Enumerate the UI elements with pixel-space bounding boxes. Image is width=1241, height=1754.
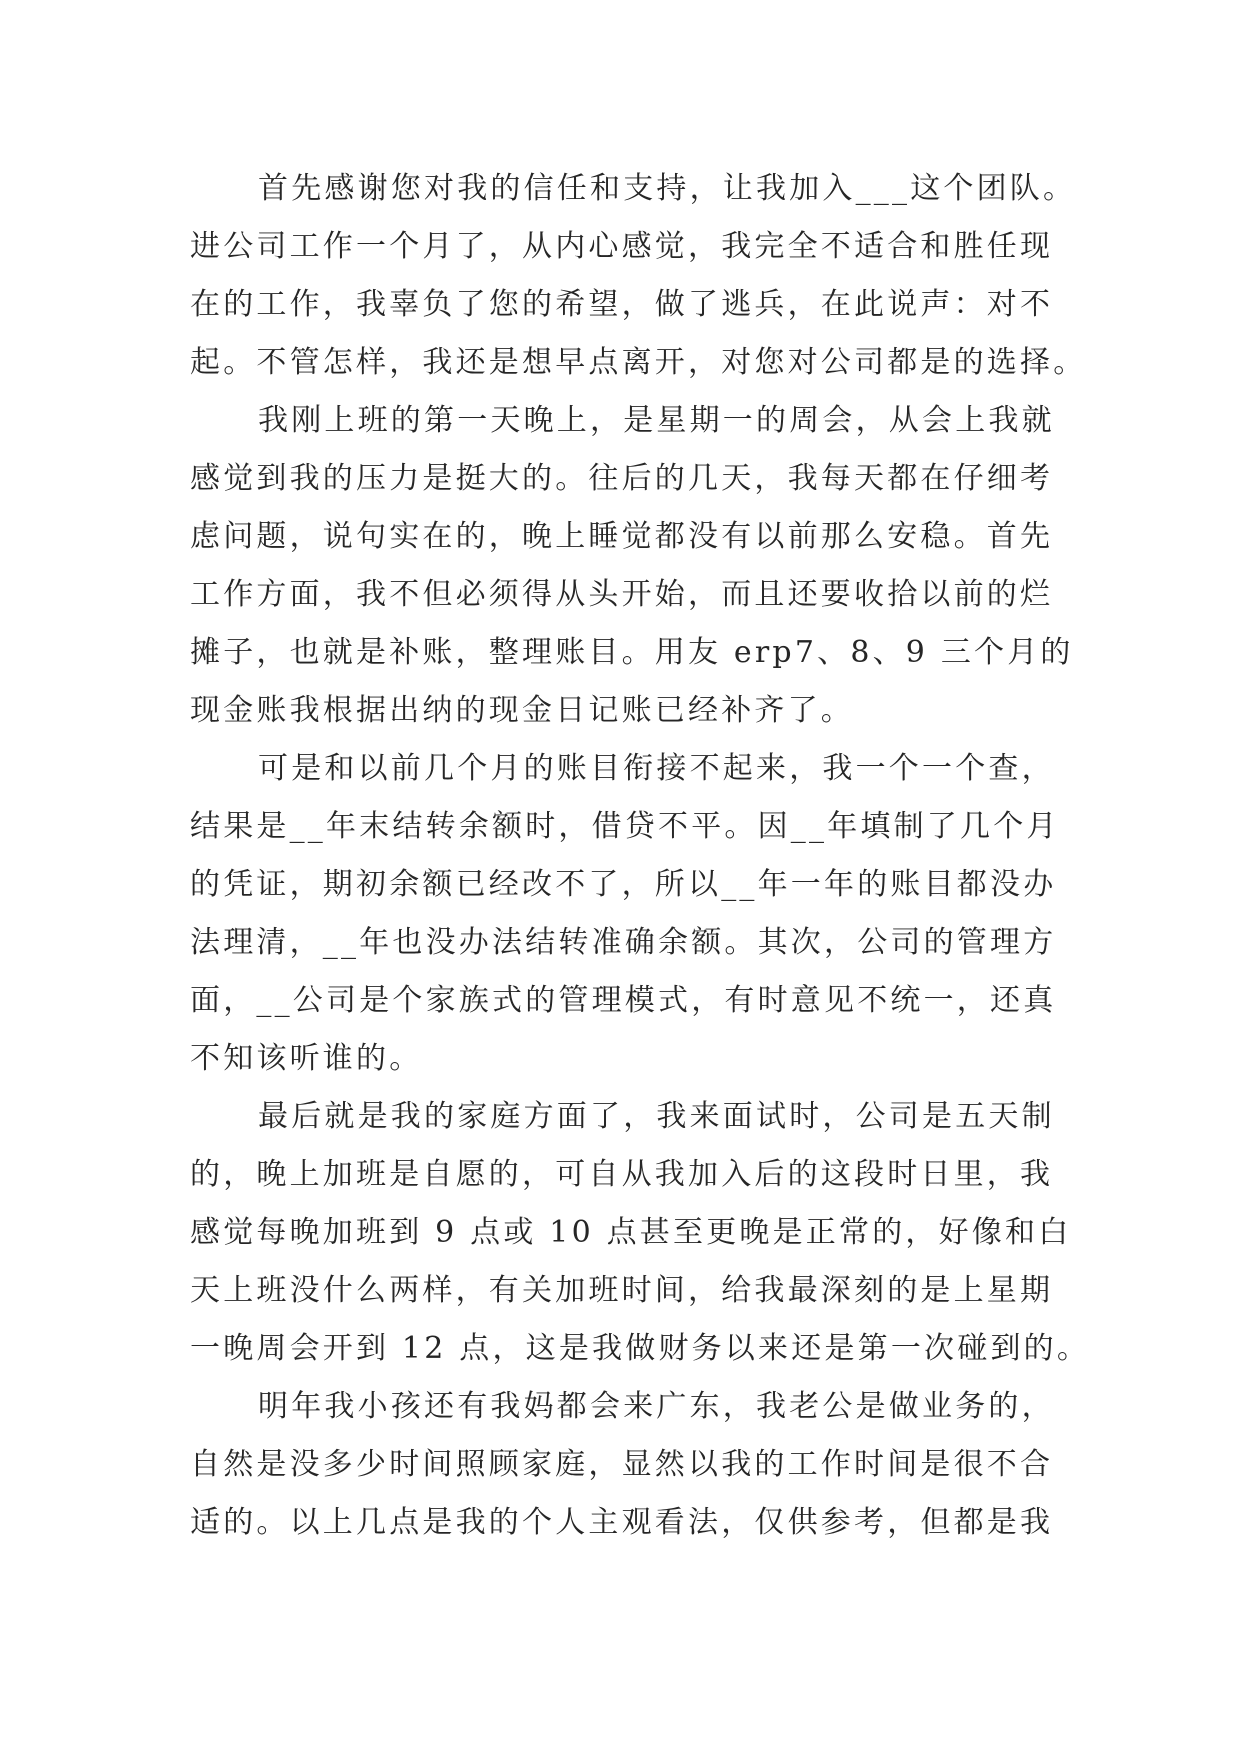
text-line: 在的工作，我辜负了您的希望，做了逃兵，在此说声：对不 xyxy=(190,287,1054,322)
text-line: 法理清，__年也没办法结转准确余额。其次，公司的管理方 xyxy=(190,925,1057,960)
text-line: 的，晚上加班是自愿的，可自从我加入后的这段时日里，我 xyxy=(190,1157,1054,1192)
text-line: 摊子，也就是补账，整理账目。用友 erp7、8、9 三个月的 xyxy=(190,635,1074,670)
text-line: 自然是没多少时间照顾家庭，显然以我的工作时间是很不合 xyxy=(190,1447,1054,1482)
text-line: 的凭证，期初余额已经改不了，所以__年一年的账目都没办 xyxy=(190,867,1057,902)
paragraph xyxy=(190,160,1087,392)
paragraph xyxy=(190,392,1074,740)
paragraph xyxy=(190,740,1070,1088)
text-line: 明年我小孩还有我妈都会来广东，我老公是做业务的， xyxy=(258,1389,1055,1424)
text-line: 起。不管怎样，我还是想早点离开，对您对公司都是的选择。 xyxy=(190,345,1087,380)
text-line: 进公司工作一个月了，从内心感觉，我完全不适合和胜任现 xyxy=(190,229,1054,264)
text-line: 不知该听谁的。 xyxy=(190,1041,423,1076)
document-body xyxy=(190,160,1091,1552)
text-line: 感觉到我的压力是挺大的。往后的几天，我每天都在仔细考 xyxy=(190,461,1054,496)
text-line: 结果是__年末结转余额时，借贷不平。因__年填制了几个月 xyxy=(190,809,1060,844)
text-line: 首先感谢您对我的信任和支持，让我加入___这个团队。 xyxy=(258,171,1077,206)
paragraph xyxy=(190,1378,1070,1552)
text-line: 天上班没什么两样，有关加班时间，给我最深刻的是上星期 xyxy=(190,1273,1054,1308)
text-line: 面，__公司是个家族式的管理模式，有时意见不统一，还真 xyxy=(190,983,1057,1018)
text-line: 工作方面，我不但必须得从头开始，而且还要收拾以前的烂 xyxy=(190,577,1054,612)
text-line: 感觉每晚加班到 9 点或 10 点甚至更晚是正常的，好像和白 xyxy=(190,1215,1072,1250)
text-line: 虑问题，说句实在的，晚上睡觉都没有以前那么安稳。首先 xyxy=(190,519,1054,554)
text-line: 一晚周会开到 12 点，这是我做财务以来还是第一次碰到的。 xyxy=(190,1331,1091,1366)
text-line: 我刚上班的第一天晚上，是星期一的周会，从会上我就 xyxy=(258,403,1055,438)
text-line: 适的。以上几点是我的个人主观看法，仅供参考，但都是我 xyxy=(190,1505,1054,1540)
paragraph xyxy=(190,1088,1091,1378)
text-line: 可是和以前几个月的账目衔接不起来，我一个一个查， xyxy=(258,751,1055,786)
text-line: 现金账我根据出纳的现金日记账已经补齐了。 xyxy=(190,693,854,728)
text-line: 最后就是我的家庭方面了，我来面试时，公司是五天制 xyxy=(258,1099,1055,1134)
